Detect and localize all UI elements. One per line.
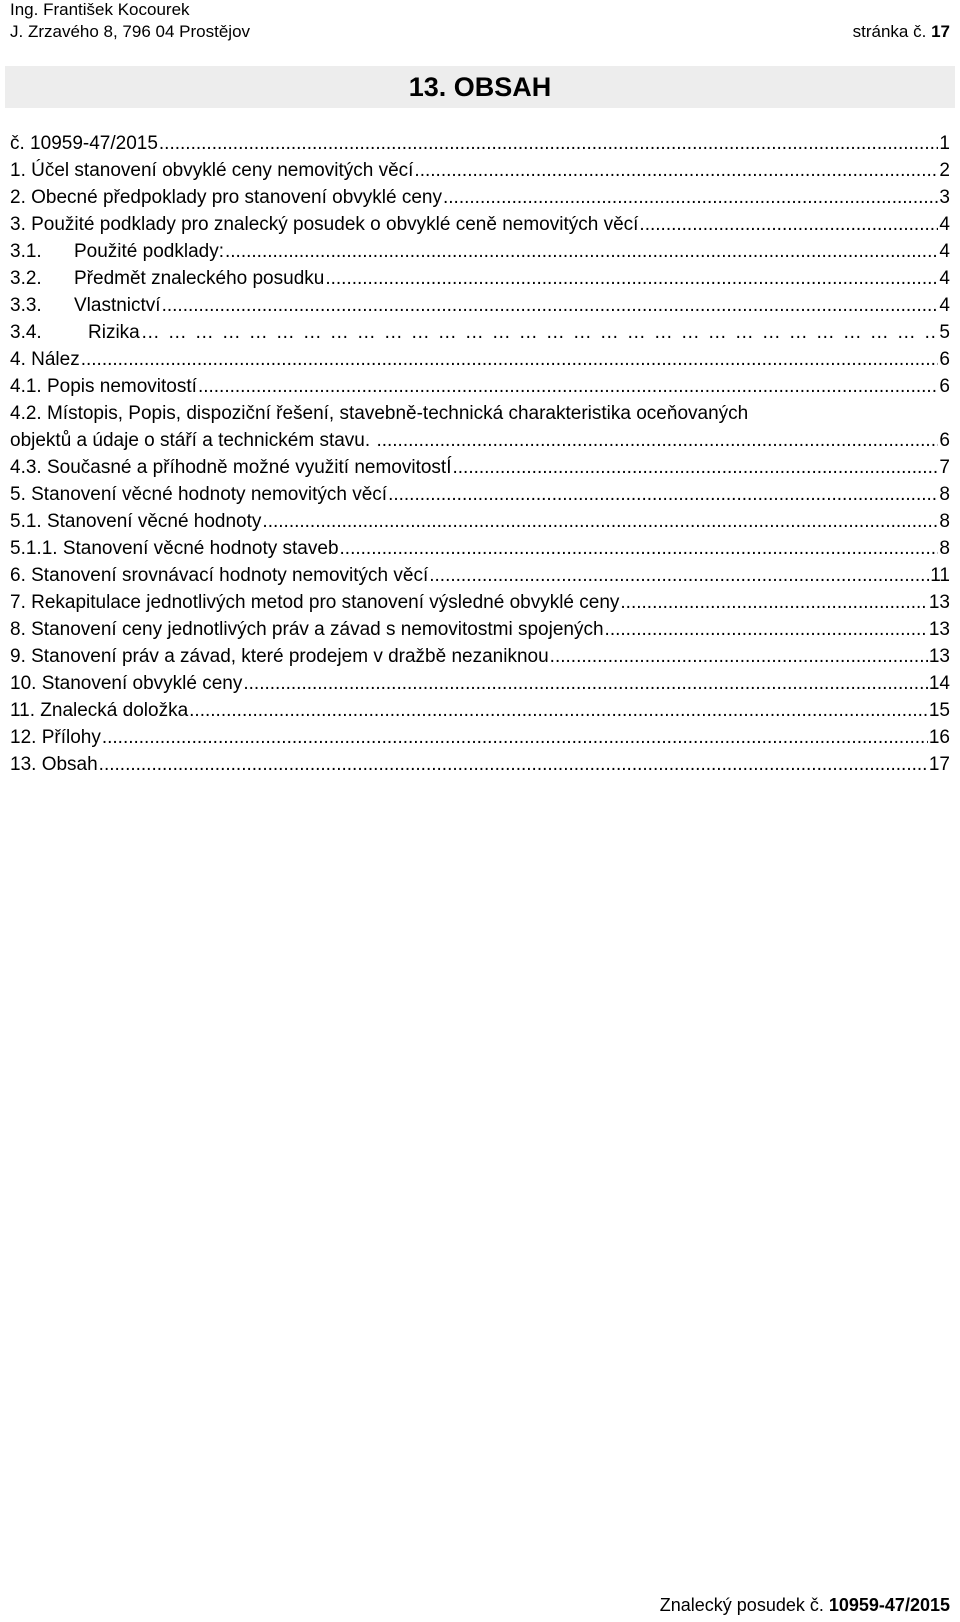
- toc-entry-page: 14: [928, 673, 950, 694]
- toc-entry[interactable]: [10, 211, 950, 238]
- toc-entry[interactable]: [10, 265, 950, 292]
- toc-entry-page: 4: [939, 295, 950, 316]
- toc-entry-label: 11. Znalecká doložka: [10, 700, 189, 721]
- toc-entry-label: [10, 238, 224, 265]
- toc-entry-number: 3.3.: [10, 295, 42, 316]
- toc-entry-page: 16: [928, 727, 950, 748]
- toc-leader: [99, 751, 928, 778]
- toc-entry-page: 6: [939, 349, 950, 370]
- toc-entry[interactable]: [10, 346, 950, 373]
- toc-entry-page: 7: [939, 457, 950, 478]
- toc-leader: [376, 427, 938, 454]
- toc-entry[interactable]: [10, 238, 950, 265]
- toc-leader: [159, 130, 939, 157]
- toc-entry[interactable]: [10, 292, 950, 319]
- toc-leader: [81, 346, 939, 373]
- author-address: J. Zrzavého 8, 796 04 Prostějov: [10, 22, 251, 41]
- toc-entry-label-line1: 4.2. Místopis, Popis, dispoziční řešení, stavebně-technická charakteristika oceňovaných: [10, 403, 749, 424]
- toc-entry[interactable]: [10, 157, 950, 184]
- toc-leader: [225, 238, 938, 265]
- toc-entry-title: Rizika: [88, 322, 140, 343]
- toc-leader: [550, 643, 928, 670]
- toc-entry-label: [10, 319, 140, 346]
- toc-entry[interactable]: [10, 508, 950, 535]
- toc-entry[interactable]: [10, 454, 950, 481]
- page-number-value: 17: [931, 22, 950, 41]
- toc-entry-label: 10. Stanovení obvyklé ceny: [10, 673, 243, 694]
- toc-entry-page: 3: [939, 187, 950, 208]
- toc-entry-label: 2. Obecné předpoklady pro stanovení obvyklé ceny: [10, 187, 442, 208]
- toc-entry-label: 1. Účel stanovení obvyklé ceny nemovitých věcí: [10, 160, 414, 181]
- toc-leader: [198, 373, 938, 400]
- toc-entry[interactable]: [10, 130, 950, 157]
- toc-entry-page: 11: [930, 565, 950, 586]
- toc-entry-page: 1: [939, 133, 950, 154]
- section-heading: 13. OBSAH: [5, 66, 955, 108]
- toc-entry[interactable]: [10, 724, 950, 751]
- toc-entry-label: 4. Nález: [10, 349, 80, 370]
- toc-entry-page: 6: [939, 376, 950, 397]
- toc-entry[interactable]: [10, 481, 950, 508]
- toc-entry-label: 4.1. Popis nemovitostí: [10, 376, 197, 397]
- toc-leader: [605, 616, 928, 643]
- page-header: [10, 0, 950, 46]
- toc-leader: [262, 508, 938, 535]
- toc-leader: [388, 481, 938, 508]
- toc-entry-label: 5.1. Stanovení věcné hodnoty: [10, 511, 262, 532]
- toc-entry[interactable]: [10, 400, 950, 454]
- footer-label: Znalecký posudek č.: [659, 1595, 824, 1615]
- toc-entry-label: 6. Stanovení srovnávací hodnoty nemovitých věcí: [10, 565, 429, 586]
- toc-entry-page: 13: [928, 646, 950, 667]
- toc-leader: [414, 157, 938, 184]
- toc-entry-page: 15: [928, 700, 950, 721]
- footer-document-number: 10959-47/2015: [828, 1595, 950, 1615]
- toc-leader: [340, 535, 939, 562]
- toc-entry[interactable]: [10, 697, 950, 724]
- toc-entry-title: Předmět znaleckého posudku: [74, 268, 325, 289]
- toc-entry-label: 5.1.1. Stanovení věcné hodnoty staveb: [10, 538, 339, 559]
- toc-entry-title: Použité podklady:: [74, 241, 224, 262]
- toc-entry-page: 13: [928, 619, 950, 640]
- page-number: [853, 22, 950, 42]
- toc-entry-label-line2: objektů a údaje o stáří a technickém stavu.: [10, 430, 376, 451]
- toc-entry-page: 17: [928, 754, 950, 775]
- toc-leader: [243, 670, 927, 697]
- toc-entry[interactable]: [10, 616, 950, 643]
- toc-entry-number: 3.4.: [10, 322, 42, 343]
- toc-leader: [189, 697, 928, 724]
- toc-entry[interactable]: [10, 535, 950, 562]
- toc-entry-label: 8. Stanovení ceny jednotlivých práv a závad s nemovitostmi spojených: [10, 619, 604, 640]
- toc-leader: [102, 724, 928, 751]
- toc-leader: [141, 319, 939, 346]
- page-footer: [660, 1594, 950, 1616]
- toc-entry-label: 13. Obsah: [10, 754, 98, 775]
- toc-entry-page: 8: [939, 538, 950, 559]
- toc-entry-label: 12. Přílohy: [10, 727, 101, 748]
- toc-entry[interactable]: [10, 184, 950, 211]
- toc-entry-page: 6: [939, 430, 950, 451]
- toc-entry-page: 4: [939, 214, 950, 235]
- toc-entry[interactable]: [10, 562, 950, 589]
- toc-entry-label: [10, 292, 161, 319]
- toc-entry-page: 2: [939, 160, 950, 181]
- toc-entry-page: 8: [939, 511, 950, 532]
- toc-entry[interactable]: [10, 751, 950, 778]
- toc-entry-number: 3.2.: [10, 268, 42, 289]
- toc-entry[interactable]: [10, 643, 950, 670]
- page-label: stránka č.: [852, 22, 927, 41]
- toc-entry-page: 4: [939, 268, 950, 289]
- toc-leader: [639, 211, 938, 238]
- toc-entry-label: 3. Použité podklady pro znalecký posudek o obvyklé ceně nemovitých věcí: [10, 214, 639, 235]
- toc-entry-page: 5: [939, 322, 950, 343]
- toc-entry-label: 7. Rekapitulace jednotlivých metod pro stanovení výsledné obvyklé ceny: [10, 592, 620, 613]
- toc-entry-title: Vlastnictví: [74, 295, 161, 316]
- toc-entry-page: 8: [939, 484, 950, 505]
- toc-leader: [325, 265, 938, 292]
- toc-entry-line2: [10, 427, 950, 454]
- toc-entry-label: [10, 265, 324, 292]
- toc-leader: [162, 292, 939, 319]
- toc-leader: [452, 454, 938, 481]
- toc-entry-number: 3.1.: [10, 241, 42, 262]
- toc-leader: [443, 184, 938, 211]
- table-of-contents: [10, 130, 950, 778]
- toc-leader: [620, 589, 927, 616]
- toc-entry-page: 4: [939, 241, 950, 262]
- toc-entry-label: 9. Stanovení práv a závad, které prodejem v dražbě nezaniknou: [10, 646, 549, 667]
- toc-entry[interactable]: [10, 319, 950, 346]
- toc-entry-page: 13: [928, 592, 950, 613]
- toc-leader: [429, 562, 929, 589]
- toc-entry[interactable]: [10, 589, 950, 616]
- toc-entry[interactable]: [10, 670, 950, 697]
- toc-entry-label: č. 10959-47/2015: [10, 133, 158, 154]
- toc-entry-label: 4.3. Současné a příhodně možné využití nemovitostÍ: [10, 457, 452, 478]
- toc-entry[interactable]: [10, 373, 950, 400]
- author-name: Ing. František Kocourek: [10, 0, 190, 19]
- toc-entry-label: 5. Stanovení věcné hodnoty nemovitých věcí: [10, 484, 388, 505]
